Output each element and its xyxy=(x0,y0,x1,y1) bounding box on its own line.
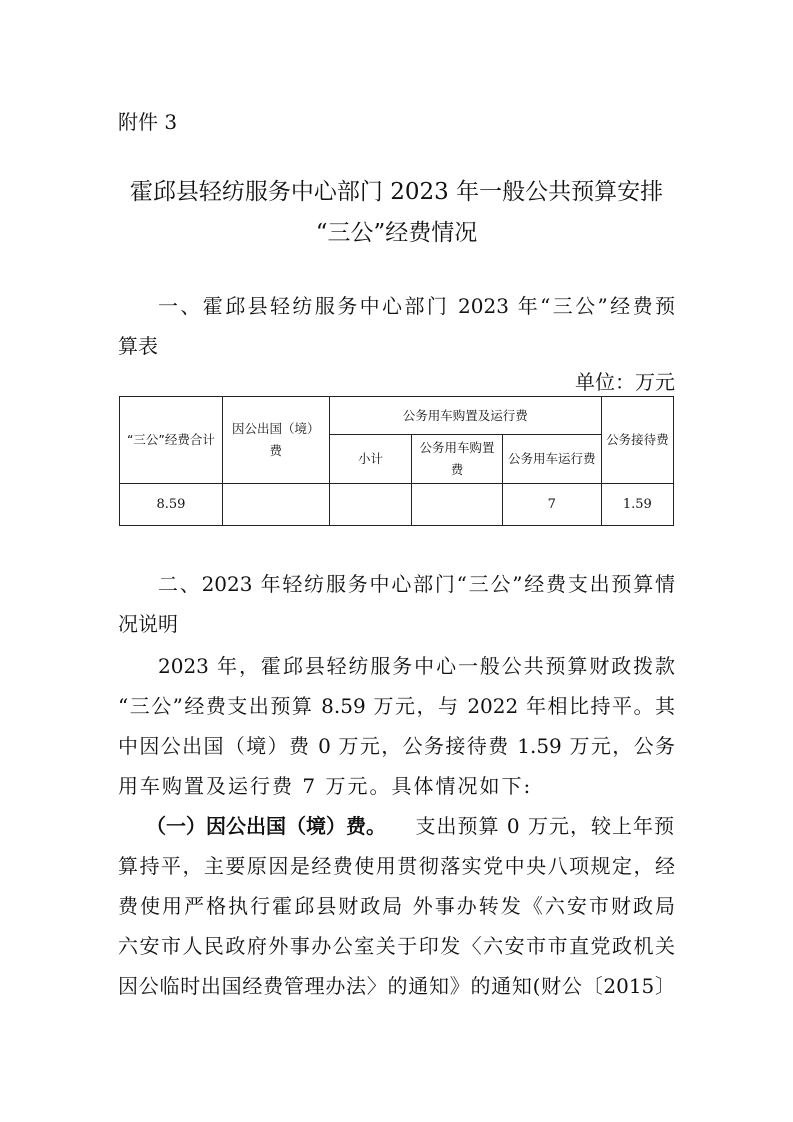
section2-heading-line-1: 二、2023 年轻纺服务中心部门“三公”经费支出预算情 xyxy=(158,572,675,596)
header-car: 公务用车购置及运行费 xyxy=(329,397,601,435)
para2-line-1 xyxy=(146,814,675,838)
cell-purchase xyxy=(412,484,503,526)
doc-title-line-1: 霍邱县轻纺服务中心部门 2023 年一般公共预算安排 xyxy=(129,179,664,205)
para2-line-4: 六安市人民政府外事办公室关于印发〈六安市市直党政机关 xyxy=(118,934,675,958)
section1-heading-line-2: 算表 xyxy=(118,334,158,358)
para1-line-3: 中因公出国（境）费 0 万元，公务接待费 1.59 万元，公务 xyxy=(118,734,675,758)
attachment-label: 附件 3 xyxy=(118,110,178,134)
header-car-purchase: 公务用车购置费 xyxy=(412,435,503,484)
doc-title-line-2: “三公”经费情况 xyxy=(315,220,478,246)
cell-subtotal xyxy=(329,484,411,526)
header-car-subtotal: 小计 xyxy=(329,435,411,484)
header-reception: 公务接待费 xyxy=(601,397,673,484)
header-abroad: 因公出国（境）费 xyxy=(222,397,329,484)
para2-line-5: 因公临时出国经费管理办法〉的通知》的通知(财公〔2015〕 xyxy=(118,974,675,998)
header-total: “三公”经费合计 xyxy=(120,397,223,484)
three-public-budget-table xyxy=(119,396,674,526)
para1-line-1: 2023 年，霍邱县轻纺服务中心一般公共预算财政拨款 xyxy=(158,654,675,678)
cell-reception: 1.59 xyxy=(601,484,673,526)
unit-label: 单位：万元 xyxy=(575,370,675,394)
subsection-heading-abroad: （一）因公出国（境）费。 xyxy=(146,814,386,838)
cell-total: 8.59 xyxy=(120,484,223,526)
para1-line-4: 用车购置及运行费 7 万元。具体情况如下: xyxy=(118,774,533,798)
para1-line-2: “三公”经费支出预算 8.59 万元，与 2022 年相比持平。其 xyxy=(118,694,675,718)
para2-line-3: 费使用严格执行霍邱县财政局 外事办转发《六安市财政局 xyxy=(118,894,675,918)
section1-heading-line-1: 一、霍邱县轻纺服务中心部门 2023 年“三公”经费预 xyxy=(158,294,675,318)
cell-abroad xyxy=(222,484,329,526)
header-car-operation: 公务用车运行费 xyxy=(502,435,601,484)
para2-line-1-rest: 支出预算 0 万元，较上年预 xyxy=(415,814,675,838)
cell-operation: 7 xyxy=(502,484,601,526)
para2-line-2: 算持平，主要原因是经费使用贯彻落实党中央八项规定，经 xyxy=(118,854,675,878)
section2-heading-line-2: 况说明 xyxy=(118,612,178,636)
